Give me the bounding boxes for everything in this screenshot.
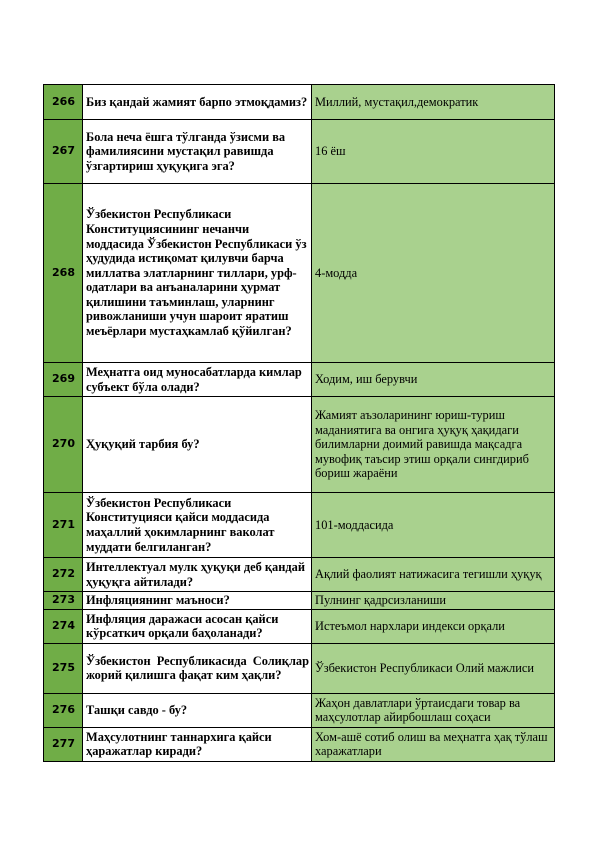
answer-cell: 4-модда — [312, 184, 555, 363]
answer-cell: 101-моддасида — [312, 493, 555, 558]
table-row — [44, 363, 555, 397]
question-cell: Инфляция даражаси асосан қайси кўрсаткич орқали баҳоланади? — [83, 609, 312, 643]
question-cell: Биз қандай жамият барпо этмоқдамиз? — [83, 85, 312, 120]
answer-cell: Истеъмол нархлари индекси орқали — [312, 609, 555, 643]
row-number: 275 — [44, 643, 83, 693]
row-number: 277 — [44, 727, 83, 761]
row-number: 271 — [44, 493, 83, 558]
table-row — [44, 85, 555, 120]
table-row — [44, 397, 555, 493]
row-number: 274 — [44, 609, 83, 643]
answer-cell: 16 ёш — [312, 120, 555, 184]
question-cell: Интеллектуал мулк ҳуқуқи деб қандай ҳуқуқга айтилади? — [83, 558, 312, 592]
answer-cell: Хом-ашё сотиб олиш ва меҳнатга ҳақ тўлаш харажатлари — [312, 727, 555, 761]
question-cell: Маҳсулотнинг таннархига қайси ҳаражатлар киради? — [83, 727, 312, 761]
question-cell: Инфляциянинг маъноси? — [83, 592, 312, 610]
question-cell: Ўзбекистон Республикаси Конституцияси қайси моддасида маҳаллий ҳокимларнинг ваколат муддати белгиланган? — [83, 493, 312, 558]
question-cell: Бола неча ёшга тўлганда ўзисми ва фамилиясини мустақил равишда ўзгартириш ҳуқуқига эга? — [83, 120, 312, 184]
row-number: 272 — [44, 558, 83, 592]
question-cell: Ўзбекистон Республикаси Конституциясининг нечанчи моддасида Ўзбекистон Республикаси ўз ҳудудида истиқомат қилувчи барча миллатва элатларнинг тиллари, урф-одатлари ва анъаналарини ҳурмат қилишини таъминлаш, уларнинг ривожланиши учун шароит яратиш меъёрлари мустаҳкамлаб қўйилган? — [83, 184, 312, 363]
table-row — [44, 609, 555, 643]
row-number: 268 — [44, 184, 83, 363]
qa-table — [43, 84, 555, 762]
row-number: 276 — [44, 693, 83, 727]
table-row — [44, 493, 555, 558]
answer-cell: Жаҳон давлатлари ўртаисдаги товар ва маҳсулотлар айирбошлаш соҳаси — [312, 693, 555, 727]
row-number: 270 — [44, 397, 83, 493]
answer-cell: Пулнинг қадрсизланиши — [312, 592, 555, 610]
table-row — [44, 120, 555, 184]
answer-cell: Миллий, мустақил,демократик — [312, 85, 555, 120]
question-cell: Ташқи савдо - бу? — [83, 693, 312, 727]
answer-cell: Ақлий фаолият натижасига тегишли ҳуқуқ — [312, 558, 555, 592]
table-row — [44, 693, 555, 727]
table-row — [44, 727, 555, 761]
question-cell: Ҳуқуқий тарбия бу? — [83, 397, 312, 493]
row-number: 266 — [44, 85, 83, 120]
table-row — [44, 643, 555, 693]
table-row — [44, 558, 555, 592]
answer-cell: Ходим, иш берувчи — [312, 363, 555, 397]
row-number: 273 — [44, 592, 83, 610]
table-row — [44, 592, 555, 610]
row-number: 269 — [44, 363, 83, 397]
question-cell: Меҳнатга оид муносабатларда кимлар субъект бўла олади? — [83, 363, 312, 397]
row-number: 267 — [44, 120, 83, 184]
question-cell: Ўзбекистон Республикасида Солиқлар жорий қилишга фақат ким ҳақли? — [83, 643, 312, 693]
table-row — [44, 184, 555, 363]
answer-cell: Ўзбекистон Республикаси Олий мажлиси — [312, 643, 555, 693]
answer-cell: Жамият аъзоларининг юриш-туриш маданиятига ва онгига ҳуқуқ ҳақидаги билимларни доимий равишда мақсадга мувофиқ таъсир этиш орқали сингдириб бориш жараёни — [312, 397, 555, 493]
